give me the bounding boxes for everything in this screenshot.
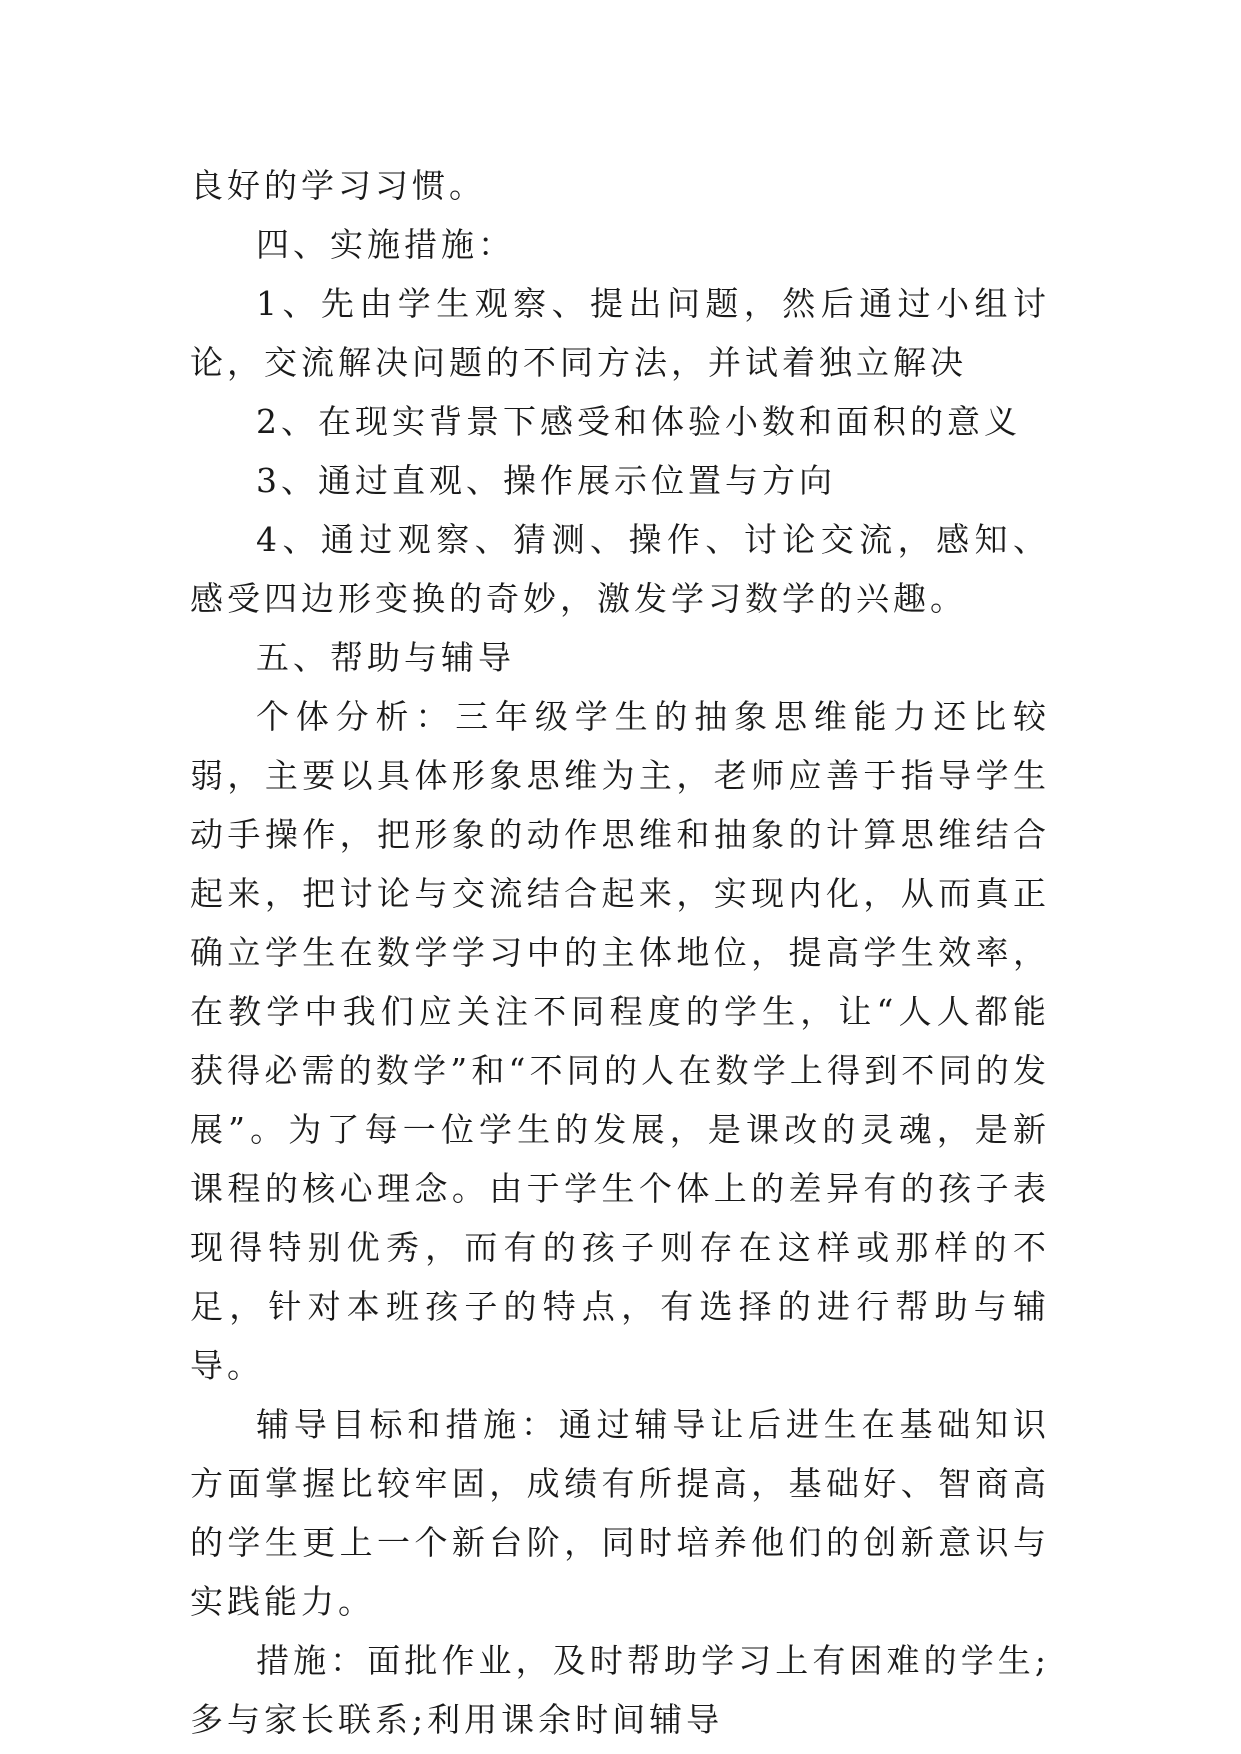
- document-body: [190, 156, 1050, 1749]
- list-item-3: 3、通过直观、操作展示位置与方向: [256, 461, 836, 500]
- paragraph-habit: 良好的学习习惯。: [190, 166, 486, 205]
- paragraph-tutoring-goals: 辅导目标和措施：通过辅导让后进生在基础知识方面掌握比较牢固，成绩有所提高，基础好、智商高的学生更上一个新台阶，同时培养他们的创新意识与实践能力。: [190, 1405, 1050, 1621]
- list-item-2: 2、在现实背景下感受和体验小数和面积的意义: [256, 402, 1021, 441]
- heading-implementation-measures: 四、实施措施：: [256, 225, 515, 264]
- paragraph-measures: 措施：面批作业，及时帮助学习上有困难的学生;多与家长联系;利用课余时间辅导: [190, 1641, 1050, 1739]
- paragraph-individual-analysis: 个体分析：三年级学生的抽象思维能力还比较弱，主要以具体形象思维为主，老师应善于指导学生动手操作，把形象的动作思维和抽象的计算思维结合起来，把讨论与交流结合起来，实现内化，从而真正确立学生在数学学习中的主体地位，提高学生效率，在教学中我们应关注不同程度的学生，让“人人都能获得必需的数学”和“不同的人在数学上得到不同的发展”。为了每一位学生的发展，是课改的灵魂，是新课程的核心理念。由于学生个体上的差异有的孩子表现得特别优秀，而有的孩子则存在这样或那样的不足，针对本班孩子的特点，有选择的进行帮助与辅导。: [190, 697, 1050, 1385]
- list-item-4: 4、通过观察、猜测、操作、讨论交流，感知、感受四边形变换的奇妙，激发学习数学的兴趣。: [190, 520, 1050, 618]
- heading-help-and-tutoring: 五、帮助与辅导: [256, 638, 515, 677]
- list-item-1: 1、先由学生观察、提出问题，然后通过小组讨论，交流解决问题的不同方法，并试着独立解决: [190, 284, 1050, 382]
